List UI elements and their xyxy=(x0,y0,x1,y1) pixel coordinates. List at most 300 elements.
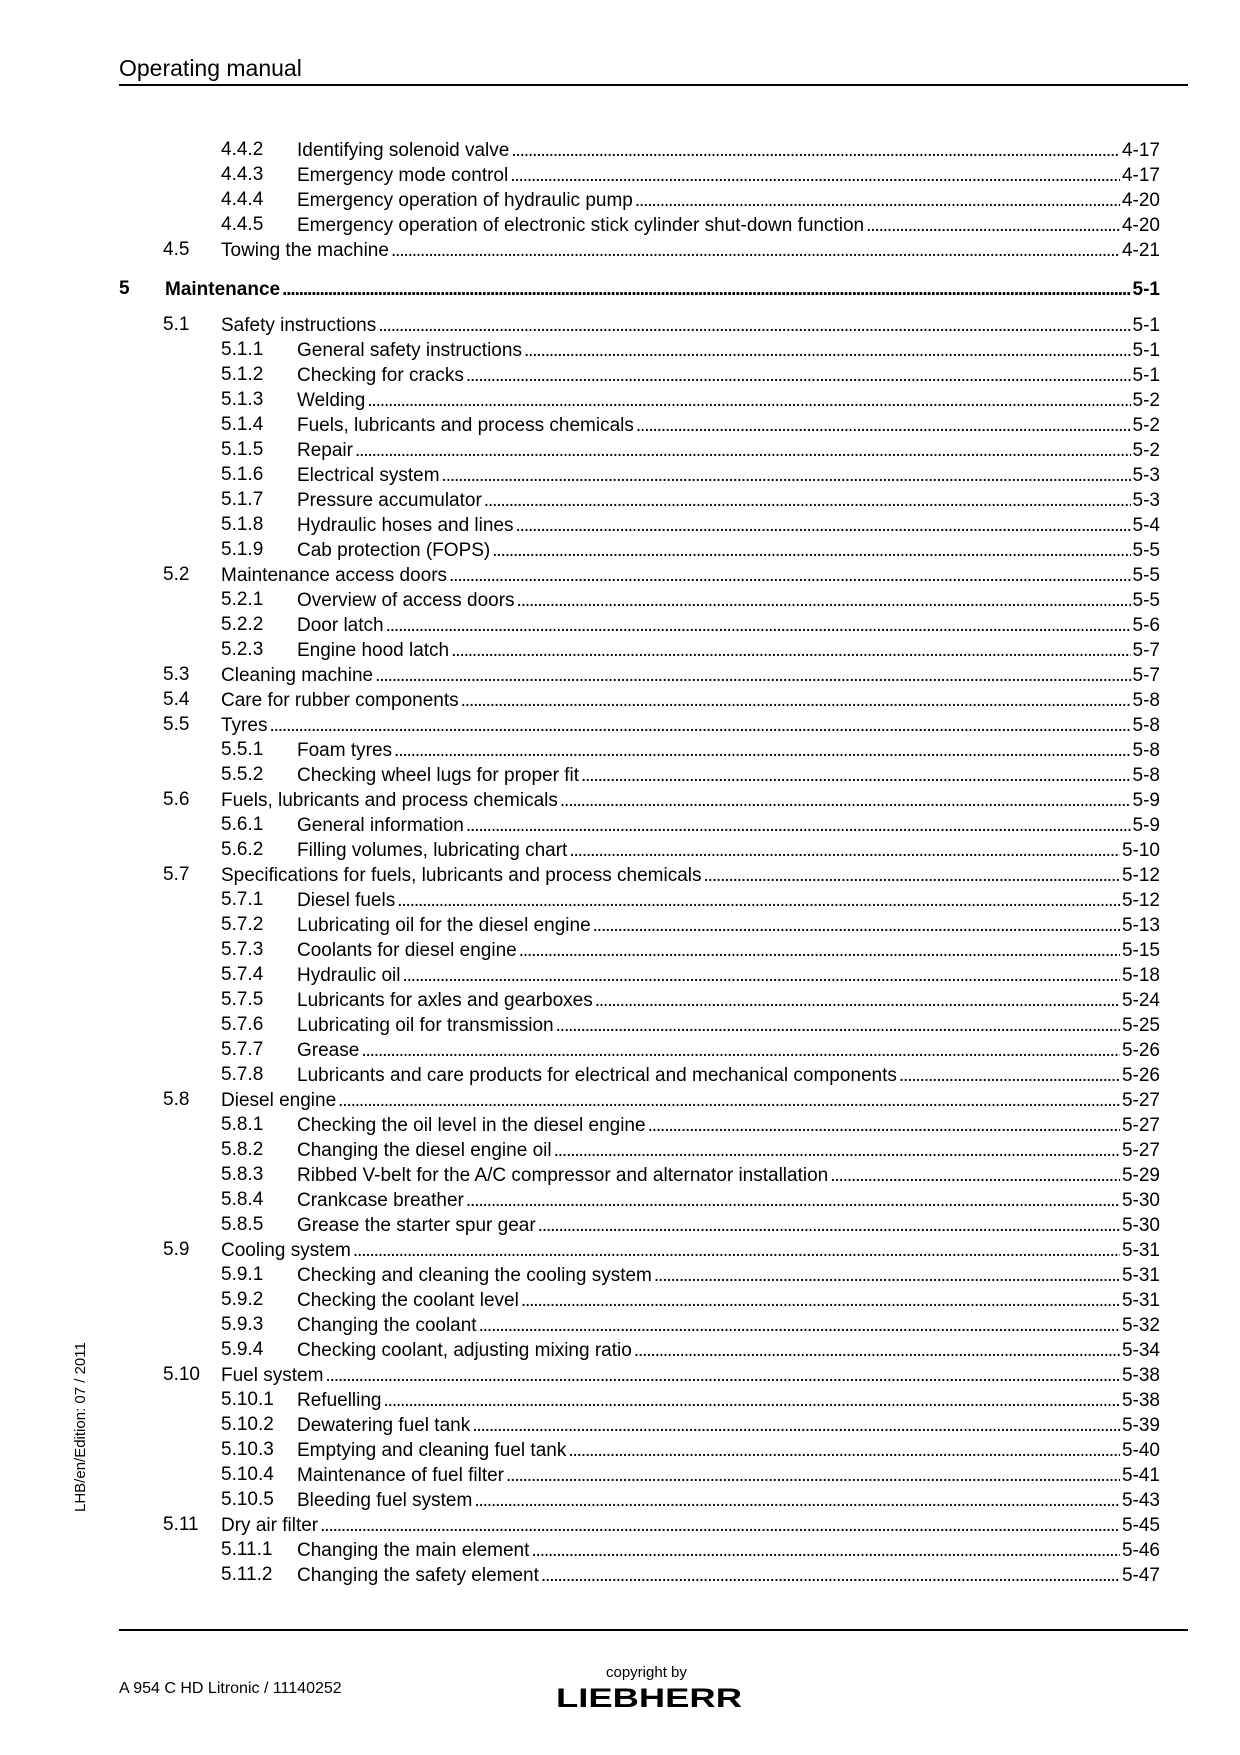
toc-page-number: 5-31 xyxy=(1121,1290,1160,1311)
toc-title: Emergency operation of hydraulic pump xyxy=(297,190,633,211)
toc-page-number: 5-45 xyxy=(1121,1515,1160,1536)
toc-number: 5.9.3 xyxy=(221,1314,264,1335)
toc-page-number: 5-27 xyxy=(1121,1140,1160,1161)
toc-title: Changing the coolant xyxy=(297,1315,477,1336)
toc-entry xyxy=(297,888,1160,913)
toc-row xyxy=(221,438,1160,463)
toc-row xyxy=(163,863,1160,888)
toc-title: Cooling system xyxy=(221,1240,351,1261)
toc-page-number: 5-25 xyxy=(1121,1015,1160,1036)
toc-leader-dots xyxy=(531,1539,1120,1563)
toc-entry xyxy=(297,1163,1160,1188)
toc-number: 5.11.2 xyxy=(221,1564,273,1585)
toc-leader-dots xyxy=(466,814,1131,838)
toc-row xyxy=(221,1538,1160,1563)
toc-entry xyxy=(297,363,1160,388)
toc-leader-dots xyxy=(338,1089,1120,1113)
toc-row xyxy=(221,1438,1160,1463)
toc-entry xyxy=(297,438,1160,463)
toc-number: 5.9.2 xyxy=(221,1289,264,1310)
toc-page-number: 5-18 xyxy=(1121,965,1160,986)
toc-page-number: 5-1 xyxy=(1132,315,1160,336)
toc-number: 5.10.5 xyxy=(221,1489,274,1510)
toc-number: 5.8 xyxy=(163,1089,190,1110)
toc-row xyxy=(163,1363,1160,1388)
toc-number: 5.3 xyxy=(163,664,190,685)
toc-leader-dots xyxy=(394,739,1131,763)
toc-page-number: 5-43 xyxy=(1121,1490,1160,1511)
toc-page-number: 5-5 xyxy=(1132,590,1160,611)
toc-row xyxy=(221,588,1160,613)
toc-number: 5.7.1 xyxy=(221,889,264,910)
toc-page-number: 5-8 xyxy=(1132,715,1160,736)
toc-entry xyxy=(221,663,1160,688)
toc-page-number: 4-20 xyxy=(1121,215,1160,236)
toc-leader-dots xyxy=(355,439,1131,463)
toc-title: Hydraulic hoses and lines xyxy=(297,515,514,536)
toc-title: Lubricating oil for transmission xyxy=(297,1015,554,1036)
edition-side-label: LHB/en/Edition: 07 / 2011 xyxy=(72,1342,89,1512)
toc-row xyxy=(221,738,1160,763)
toc-leader-dots xyxy=(595,989,1120,1013)
toc-page-number: 5-3 xyxy=(1132,465,1160,486)
toc-title: Maintenance of fuel filter xyxy=(297,1465,505,1486)
toc-leader-dots xyxy=(517,589,1131,613)
toc-row xyxy=(221,163,1160,188)
toc-number: 4.4.5 xyxy=(221,214,264,235)
toc-entry xyxy=(297,588,1160,613)
toc-leader-dots xyxy=(269,714,1130,738)
toc-title: Grease xyxy=(297,1040,360,1061)
toc-page-number: 5-9 xyxy=(1132,790,1160,811)
toc-title: Changing the safety element xyxy=(297,1565,539,1586)
toc-leader-dots xyxy=(472,1414,1120,1438)
toc-title: Foam tyres xyxy=(297,740,393,761)
toc-leader-dots xyxy=(361,1039,1120,1063)
toc-leader-dots xyxy=(654,1264,1120,1288)
toc-entry xyxy=(297,813,1160,838)
toc-title: Lubricating oil for the diesel engine xyxy=(297,915,591,936)
toc-title: Coolants for diesel engine xyxy=(297,940,517,961)
toc-title: Safety instructions xyxy=(221,315,377,336)
toc-leader-dots xyxy=(391,239,1120,263)
toc-leader-dots xyxy=(461,689,1131,713)
toc-title: Fuels, lubricants and process chemicals xyxy=(297,415,634,436)
toc-page-number: 5-1 xyxy=(1132,365,1160,386)
toc-number: 5.4 xyxy=(163,689,190,710)
toc-entry xyxy=(297,1563,1160,1588)
toc-entry xyxy=(221,238,1160,263)
toc-entry xyxy=(221,1513,1160,1538)
toc-number: 5.7.7 xyxy=(221,1039,264,1060)
toc-title: Maintenance access doors xyxy=(221,565,448,586)
toc-title: Bleeding fuel system xyxy=(297,1490,473,1511)
toc-title: Door latch xyxy=(297,615,384,636)
toc-leader-dots xyxy=(466,1189,1120,1213)
footer-rule xyxy=(119,1629,1188,1631)
toc-title: Diesel engine xyxy=(221,1090,337,1111)
toc-leader-dots xyxy=(521,1289,1120,1313)
toc-number: 5.6 xyxy=(163,789,190,810)
toc-page-number: 5-1 xyxy=(1132,340,1160,361)
toc-title: General safety instructions xyxy=(297,340,522,361)
toc-entry xyxy=(297,838,1160,863)
toc-leader-dots xyxy=(634,1339,1120,1363)
toc-number: 5.1.4 xyxy=(221,414,264,435)
toc-leader-dots xyxy=(320,1514,1120,1538)
toc-number: 5.5.2 xyxy=(221,764,264,785)
toc-row xyxy=(221,888,1160,913)
toc-page-number: 5-9 xyxy=(1132,815,1160,836)
header-title: Operating manual xyxy=(119,55,302,81)
toc-entry xyxy=(221,313,1160,338)
toc-page-number: 5-32 xyxy=(1121,1315,1160,1336)
toc-number: 5.1.8 xyxy=(221,514,264,535)
toc-entry xyxy=(297,763,1160,788)
toc-entry xyxy=(297,638,1160,663)
toc-entry xyxy=(297,188,1160,213)
liebherr-logo-text: LIEBHERR xyxy=(556,1686,742,1710)
toc-row xyxy=(221,1313,1160,1338)
toc-entry xyxy=(221,563,1160,588)
toc-number: 5.7.5 xyxy=(221,989,264,1010)
toc-page-number: 5-12 xyxy=(1121,890,1160,911)
toc-number: 5.10 xyxy=(163,1364,200,1385)
toc-row xyxy=(221,363,1160,388)
toc-leader-dots xyxy=(524,339,1131,363)
toc-title: Fuels, lubricants and process chemicals xyxy=(221,790,558,811)
toc-page-number: 5-47 xyxy=(1121,1565,1160,1586)
toc-number: 5.10.2 xyxy=(221,1414,274,1435)
toc-row xyxy=(221,1463,1160,1488)
toc-row xyxy=(221,138,1160,163)
toc-title: Crankcase breather xyxy=(297,1190,464,1211)
toc-leader-dots xyxy=(375,664,1130,688)
toc-row xyxy=(221,1188,1160,1213)
toc-entry xyxy=(297,163,1160,188)
toc-leader-dots xyxy=(830,1164,1120,1188)
toc-entry xyxy=(297,963,1160,988)
toc-page-number: 4-17 xyxy=(1121,140,1160,161)
toc-number: 5.7.8 xyxy=(221,1064,264,1085)
toc-title: Lubricants and care products for electrical and mechanical components xyxy=(297,1065,897,1086)
toc-number: 5.9.1 xyxy=(221,1264,264,1285)
toc-page-number: 4-17 xyxy=(1121,165,1160,186)
toc-leader-dots xyxy=(479,1314,1120,1338)
toc-title: Filling volumes, lubricating chart xyxy=(297,840,568,861)
toc-row xyxy=(163,563,1160,588)
toc-title: General information xyxy=(297,815,464,836)
toc-number: 5.7.6 xyxy=(221,1014,264,1035)
toc-number: 4.4.3 xyxy=(221,164,264,185)
toc-entry xyxy=(297,1288,1160,1313)
toc-leader-dots xyxy=(704,864,1120,888)
toc-page-number: 5-3 xyxy=(1132,490,1160,511)
toc-leader-dots xyxy=(899,1064,1120,1088)
toc-number: 5.1.9 xyxy=(221,539,264,560)
toc-leader-dots xyxy=(866,214,1120,238)
toc-entry xyxy=(297,988,1160,1013)
toc-page-number: 5-1 xyxy=(1132,279,1160,300)
toc-entry xyxy=(297,213,1160,238)
toc-leader-dots xyxy=(511,139,1120,163)
toc-page-number: 5-30 xyxy=(1121,1190,1160,1211)
toc-number: 4.4.2 xyxy=(221,139,264,160)
toc-title: Refuelling xyxy=(297,1390,382,1411)
toc-chapter-row xyxy=(119,277,1160,302)
toc-number: 5.9.4 xyxy=(221,1339,264,1360)
toc-number: 5.2.1 xyxy=(221,589,264,610)
toc-leader-dots xyxy=(516,514,1131,538)
toc-entry xyxy=(297,1013,1160,1038)
toc-page-number: 5-4 xyxy=(1132,515,1160,536)
toc-number: 5.2 xyxy=(163,564,190,585)
toc-page-number: 5-24 xyxy=(1121,990,1160,1011)
toc-row xyxy=(221,338,1160,363)
toc-title: Changing the main element xyxy=(297,1540,530,1561)
toc-title: Grease the starter spur gear xyxy=(297,1215,536,1236)
toc-row xyxy=(221,1063,1160,1088)
toc-leader-dots xyxy=(353,1239,1120,1263)
toc-entry xyxy=(297,388,1160,413)
toc-entry xyxy=(297,613,1160,638)
toc-row xyxy=(221,838,1160,863)
toc-title: Hydraulic oil xyxy=(297,965,401,986)
toc-entry xyxy=(297,513,1160,538)
toc-entry xyxy=(297,1063,1160,1088)
toc-row xyxy=(163,1088,1160,1113)
toc-title: Towing the machine xyxy=(221,240,389,261)
toc-entry xyxy=(297,738,1160,763)
toc-row xyxy=(163,688,1160,713)
toc-number: 5.7.4 xyxy=(221,964,264,985)
toc-title: Pressure accumulator xyxy=(297,490,482,511)
toc-row xyxy=(163,788,1160,813)
toc-entry xyxy=(297,413,1160,438)
toc-leader-dots xyxy=(519,939,1120,963)
toc-page-number: 5-7 xyxy=(1132,665,1160,686)
toc-title: Fuel system xyxy=(221,1365,324,1386)
toc-page-number: 4-21 xyxy=(1121,240,1160,261)
toc-page-number: 5-7 xyxy=(1132,640,1160,661)
toc-number: 5.10.3 xyxy=(221,1439,274,1460)
toc-leader-dots xyxy=(378,314,1130,338)
toc-page-number: 5-5 xyxy=(1132,565,1160,586)
toc-row xyxy=(221,963,1160,988)
toc-title: Checking coolant, adjusting mixing ratio xyxy=(297,1340,632,1361)
toc-leader-dots xyxy=(451,639,1130,663)
toc-number: 5.8.1 xyxy=(221,1114,264,1135)
toc-entry xyxy=(297,1213,1160,1238)
toc-row xyxy=(221,188,1160,213)
toc-number: 4.4.4 xyxy=(221,189,264,210)
toc-number: 5.1.3 xyxy=(221,389,264,410)
toc-title: Emergency mode control xyxy=(297,165,509,186)
toc-number: 5.8.4 xyxy=(221,1189,264,1210)
toc-page-number: 5-12 xyxy=(1121,865,1160,886)
toc-row xyxy=(221,1138,1160,1163)
toc-title: Dry air filter xyxy=(221,1515,319,1536)
toc-leader-dots xyxy=(538,1214,1120,1238)
toc-title: Emptying and cleaning fuel tank xyxy=(297,1440,567,1461)
toc-page-number: 5-27 xyxy=(1121,1115,1160,1136)
toc-number: 5.10.1 xyxy=(221,1389,274,1410)
toc-leader-dots xyxy=(384,1389,1120,1413)
toc-page-number: 5-39 xyxy=(1121,1415,1160,1436)
toc-title: Cleaning machine xyxy=(221,665,374,686)
toc-number: 5.1.1 xyxy=(221,339,264,360)
toc-entry xyxy=(297,463,1160,488)
toc-page-number: 5-26 xyxy=(1121,1040,1160,1061)
toc-number: 5.7 xyxy=(163,864,190,885)
toc-page-number: 5-38 xyxy=(1121,1390,1160,1411)
toc-leader-dots xyxy=(466,364,1131,388)
toc-row xyxy=(221,1013,1160,1038)
toc-title: Dewatering fuel tank xyxy=(297,1415,471,1436)
toc-page-number: 5-26 xyxy=(1121,1065,1160,1086)
toc-row xyxy=(221,513,1160,538)
toc-row xyxy=(221,1388,1160,1413)
toc-entry xyxy=(297,1113,1160,1138)
toc-leader-dots xyxy=(282,278,1130,302)
toc-entry xyxy=(221,788,1160,813)
toc-leader-dots xyxy=(510,164,1120,188)
toc-entry xyxy=(297,488,1160,513)
toc-row xyxy=(221,1338,1160,1363)
toc-row xyxy=(221,1263,1160,1288)
toc-number: 5.1.5 xyxy=(221,439,264,460)
toc-row xyxy=(163,713,1160,738)
toc-row xyxy=(221,538,1160,563)
toc-entry xyxy=(297,1538,1160,1563)
toc-leader-dots xyxy=(554,1139,1120,1163)
toc-leader-dots xyxy=(541,1564,1120,1588)
toc-entry xyxy=(297,538,1160,563)
toc-entry xyxy=(297,1038,1160,1063)
toc-title: Checking for cracks xyxy=(297,365,464,386)
toc-row xyxy=(221,988,1160,1013)
toc-page-number: 5-31 xyxy=(1121,1240,1160,1261)
toc-entry xyxy=(297,1413,1160,1438)
toc-number: 5.5.1 xyxy=(221,739,264,760)
toc-entry xyxy=(297,138,1160,163)
toc-number: 5.1.6 xyxy=(221,464,264,485)
toc-page-number: 5-2 xyxy=(1132,440,1160,461)
toc-row xyxy=(221,813,1160,838)
toc-row xyxy=(221,1288,1160,1313)
toc-leader-dots xyxy=(325,1364,1120,1388)
toc-entry xyxy=(165,277,1160,302)
toc-number: 5.2.2 xyxy=(221,614,264,635)
toc-number: 5.9 xyxy=(163,1239,190,1260)
toc-page-number: 4-20 xyxy=(1121,190,1160,211)
toc-number: 5.8.2 xyxy=(221,1139,264,1160)
toc-number: 5.8.5 xyxy=(221,1214,264,1235)
toc-title: Checking and cleaning the cooling system xyxy=(297,1265,652,1286)
toc-title: Welding xyxy=(297,390,366,411)
toc-row xyxy=(221,213,1160,238)
toc-row xyxy=(221,1038,1160,1063)
toc-entry xyxy=(297,1438,1160,1463)
toc-entry xyxy=(221,1088,1160,1113)
toc-leader-dots xyxy=(569,839,1120,863)
copyright-label: copyright by xyxy=(606,1664,687,1681)
toc-row xyxy=(221,938,1160,963)
toc-number: 5.2.3 xyxy=(221,639,264,660)
toc-title: Care for rubber components xyxy=(221,690,459,711)
toc-entry xyxy=(221,1363,1160,1388)
toc-leader-dots xyxy=(474,1489,1120,1513)
toc-page-number: 5-8 xyxy=(1132,740,1160,761)
toc-page-number: 5-41 xyxy=(1121,1465,1160,1486)
toc-entry xyxy=(297,1338,1160,1363)
toc-page-number: 5-31 xyxy=(1121,1265,1160,1286)
toc-entry xyxy=(297,1263,1160,1288)
toc-page-number: 5-29 xyxy=(1121,1165,1160,1186)
toc-number: 5.1.7 xyxy=(221,489,264,510)
toc-page-number: 5-10 xyxy=(1121,840,1160,861)
toc-row xyxy=(221,463,1160,488)
toc-row xyxy=(221,413,1160,438)
toc-number: 5.7.2 xyxy=(221,914,264,935)
toc-leader-dots xyxy=(442,464,1131,488)
toc-title: Checking wheel lugs for proper fit xyxy=(297,765,579,786)
toc-number: 5.7.3 xyxy=(221,939,264,960)
toc-number: 4.5 xyxy=(163,239,190,260)
toc-title: Lubricants for axles and gearboxes xyxy=(297,990,593,1011)
toc-entry xyxy=(297,1188,1160,1213)
toc-entry xyxy=(297,1388,1160,1413)
toc-row xyxy=(163,1513,1160,1538)
toc-leader-dots xyxy=(635,189,1120,213)
toc-page-number: 5-38 xyxy=(1121,1365,1160,1386)
toc-leader-dots xyxy=(492,539,1130,563)
toc-title: Changing the diesel engine oil xyxy=(297,1140,552,1161)
toc-entry xyxy=(297,1313,1160,1338)
toc-title: Specifications for fuels, lubricants and process chemicals xyxy=(221,865,702,886)
toc-leader-dots xyxy=(593,914,1120,938)
toc-leader-dots xyxy=(449,564,1131,588)
toc-title: Diesel fuels xyxy=(297,890,396,911)
toc-title: Electrical system xyxy=(297,465,440,486)
toc-entry xyxy=(297,338,1160,363)
toc-row xyxy=(221,1163,1160,1188)
toc-row xyxy=(221,1413,1160,1438)
toc-page-number: 5-27 xyxy=(1121,1090,1160,1111)
toc-page-number: 5-34 xyxy=(1121,1340,1160,1361)
toc-row xyxy=(163,313,1160,338)
toc-row xyxy=(163,663,1160,688)
toc-number: 5.6.1 xyxy=(221,814,264,835)
toc-number: 5.11.1 xyxy=(221,1539,273,1560)
toc-leader-dots xyxy=(397,889,1120,913)
toc-page-number: 5-2 xyxy=(1132,390,1160,411)
toc-leader-dots xyxy=(386,614,1131,638)
toc-row xyxy=(221,1113,1160,1138)
toc-title: Maintenance xyxy=(165,279,281,300)
toc-row xyxy=(221,1213,1160,1238)
toc-entry xyxy=(221,1238,1160,1263)
toc-title: Checking the oil level in the diesel engine xyxy=(297,1115,646,1136)
toc-number: 5.10.4 xyxy=(221,1464,274,1485)
toc-entry xyxy=(221,713,1160,738)
toc-title: Engine hood latch xyxy=(297,640,450,661)
liebherr-logo xyxy=(554,1686,744,1710)
toc-entry xyxy=(297,1138,1160,1163)
toc-entry xyxy=(221,863,1160,888)
toc-page-number: 5-13 xyxy=(1121,915,1160,936)
toc-leader-dots xyxy=(560,789,1131,813)
